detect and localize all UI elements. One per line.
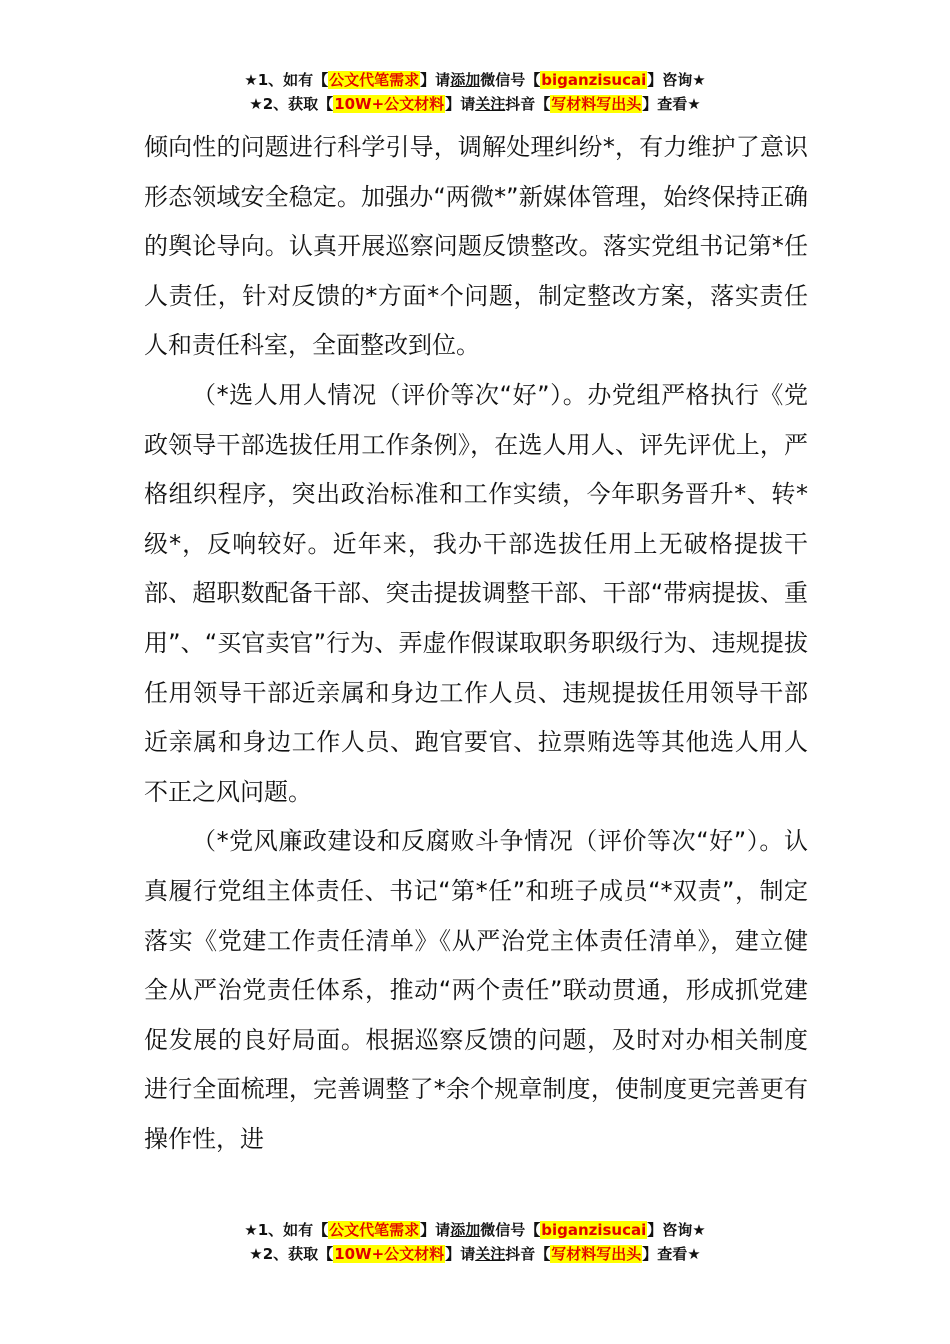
header-banner (0, 68, 950, 116)
highlight-service: 公文代笔需求 (329, 1221, 420, 1239)
highlight-materials: 10W+公文材料 (334, 95, 445, 113)
footer-line-1: ★1、如有【公文代笔需求】请添加微信号【biganzisucai】咨询★ (244, 1221, 706, 1239)
header-line-1: ★1、如有【公文代笔需求】请添加微信号【biganzisucai】咨询★ (244, 71, 706, 89)
highlight-wechat-id: biganzisucai (541, 1221, 647, 1239)
paragraph-personnel: （*选人用人情况（评价等次“好”）。办党组严格执行《党政领导干部选拔任用工作条例》，在选人用人、评先评优上，严格组织程序，突出政治标准和工作实绩，今年职务晋升*、转*级*，反响较好。近年来，我办干部选拔任用上无破格提拔干部、超职数配备干部、突击提拔调整干部、干部“带病提拔、重用”、“买官卖官”行为、弄虚作假谋取职务职级行为、违规提拔任用领导干部近亲属和身边工作人员、违规提拔任用领导干部近亲属和身边工作人员、跑官要官、拉票贿选等其他选人用人不正之风问题。 (144, 380, 808, 806)
paragraph-continuation: 倾向性的问题进行科学引导，调解处理纠纷*，有力维护了意识形态领域安全稳定。加强办“两微*”新媒体管理，始终保持正确的舆论导向。认真开展巡察问题反馈整改。落实党组书记第*任人责任，针对反馈的*方面*个问题，制定整改方案，落实责任人和责任科室，全面整改到位。 (144, 133, 808, 360)
header-line-2: ★2、获取【10W+公文材料】请关注抖音【写材料写出头】查看★ (249, 95, 701, 113)
highlight-service: 公文代笔需求 (329, 71, 420, 89)
highlight-wechat-id: biganzisucai (541, 71, 647, 89)
highlight-materials: 10W+公文材料 (334, 1245, 445, 1263)
paragraph-anticorruption: （*党风廉政建设和反腐败斗争情况（评价等次“好”）。认真履行党组主体责任、书记“第*任”和班子成员“*双责”，制定落实《党建工作责任清单》《从严治党主体责任清单》，建立健全从严治党责任体系，推动“两个责任”联动贯通，形成抓党建促发展的良好局面。根据巡察反馈的问题，及时对办相关制度进行全面梳理，完善调整了*余个规章制度，使制度更完善更有操作性，进 (144, 827, 808, 1153)
footer-line-2: ★2、获取【10W+公文材料】请关注抖音【写材料写出头】查看★ (249, 1245, 701, 1263)
highlight-douyin: 写材料写出头 (551, 95, 642, 113)
highlight-douyin: 写材料写出头 (551, 1245, 642, 1263)
document-body (144, 123, 808, 1164)
footer-banner (0, 1218, 950, 1266)
